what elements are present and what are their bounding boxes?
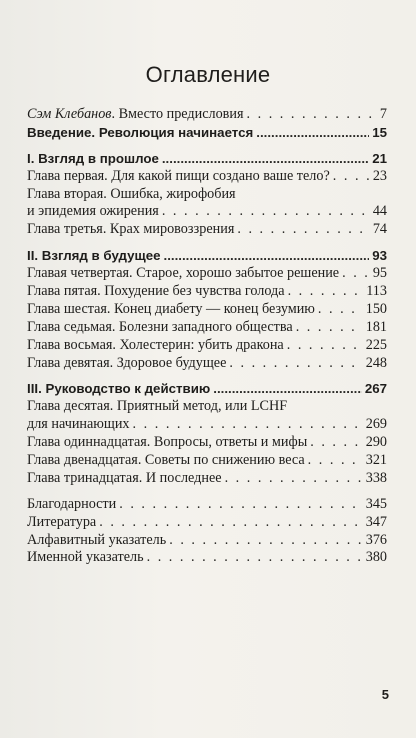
leader-dots [147,549,363,567]
toc-entry-page: 248 [365,354,387,371]
toc-entry-page: 15 [372,124,387,140]
leader-dots [256,124,369,142]
toc-entry-text: Глава седьмая. Болезни западного общества [27,318,293,335]
toc-entry-text: II. Взгляд в будущее [27,248,161,264]
toc-entry-page: 74 [372,221,387,238]
toc-entry-text: Литература [27,513,97,530]
toc-entry-page: 345 [365,495,387,512]
toc-entry-chapter-6 [27,301,387,319]
leader-dots [164,247,370,265]
leader-dots [133,416,363,434]
leader-dots [308,452,363,470]
toc-entry-text: Глава вторая. Ошибка, жирофобия [27,185,236,202]
toc-entry-chapter-3 [27,221,387,239]
toc-entry-chapter-4 [27,265,387,283]
toc-entry-page: 347 [365,513,387,530]
toc-entry-text: . Вместо предисловия [111,106,244,122]
toc-entry-page: 7 [379,106,387,122]
toc-entry-chapter-8 [27,337,387,355]
toc-entry-subject-index [27,532,387,550]
toc-entry-name-index [27,549,387,567]
leader-dots [296,319,363,337]
toc-entry-author: Сэм Клебанов [27,106,112,122]
toc-entry-references [27,514,387,532]
toc-entry-page: 21 [372,150,387,166]
toc-entry-text: Глава восьмая. Холестерин: убить дракона [27,336,284,353]
toc-entry-chapter-13 [27,470,387,488]
toc-entry-text: Алфавитный указатель [27,531,167,548]
leader-dots [162,150,369,168]
toc-entry-page: 113 [366,283,387,300]
toc-entry-text: Благодарности [27,495,117,512]
leader-dots [342,265,370,283]
toc-entry-text: Главая четвертая. Старое, хорошо забытое решение [27,265,340,282]
toc-entry-chapter-2-line-1 [27,186,387,204]
leader-dots [162,203,370,221]
leader-dots [247,106,377,124]
toc-entry-page: 44 [372,203,387,220]
leader-dots [333,168,370,186]
leader-dots [288,283,364,301]
leader-dots [310,434,362,452]
toc-entry-text: Глава шестая. Конец диабету — конец безумию [27,300,315,317]
toc-entry-acknowledgements [27,496,387,514]
toc-entry-chapter-7 [27,319,387,337]
toc-entry-text: Глава девятая. Здоровое будущее [27,354,227,371]
toc-entry-chapter-10-line-1 [27,398,387,416]
toc-entry-page: 93 [372,248,387,264]
toc-entry-chapter-2-line-2 [27,203,387,221]
toc-entry-page: 269 [365,416,387,433]
toc-entry-page: 376 [365,531,387,548]
toc-entry-chapter-5 [27,283,387,301]
toc-entry-page: 181 [365,318,387,335]
toc-entry-introduction [27,124,387,142]
toc-part-1-heading [27,150,387,168]
page-title: Оглавление [145,62,271,87]
leader-dots [225,470,363,488]
toc-entry-page: 150 [365,300,387,317]
toc-entry-page: 321 [365,452,387,469]
toc-entry-text: Глава пятая. Похудение без чувства голода [27,283,285,300]
page-number: 5 [381,687,389,702]
leader-dots [213,380,362,398]
toc-entry-chapter-1 [27,168,387,186]
toc-entry-text: для начинающих [27,416,130,433]
toc-entry-page: 95 [372,265,387,282]
toc-entry-text: Именной указатель [27,549,144,566]
toc-entry-chapter-12 [27,452,387,470]
toc-entry-chapter-9 [27,355,387,373]
toc-entry-foreword [27,106,387,124]
leader-dots [318,301,363,319]
toc-entry-page: 225 [365,336,387,353]
toc-entry-text: Глава третья. Крах мировоззрения [27,221,235,238]
leader-dots [287,337,363,355]
leader-dots [99,514,362,532]
toc-entry-chapter-11 [27,434,387,452]
toc-entry-text: Глава первая. Для какой пищи создано ваше тело? [27,167,330,184]
toc-entry-text: Глава двенадцатая. Советы по снижению веса [27,452,305,469]
leader-dots [169,532,362,550]
leader-dots [119,496,362,514]
toc-entry-page: 380 [365,549,387,566]
toc-entry-text: Введение. Революция начинается [27,124,254,140]
toc-entry-text: Глава десятая. Приятный метод, или LCHF [27,398,288,415]
toc-entry-chapter-10-line-2 [27,416,387,434]
toc-part-3-heading [27,380,387,398]
toc-entry-text: Глава одиннадцатая. Вопросы, ответы и мифы [27,434,308,451]
toc-entry-page: 338 [365,469,387,486]
toc-part-2-heading [27,247,387,265]
toc-entry-text: III. Руководство к действию [27,381,211,397]
toc-entry-page: 290 [365,434,387,451]
toc-entry-page: 23 [372,167,387,184]
toc-entry-text: и эпидемия ожирения [27,203,159,220]
table-of-contents [27,106,387,567]
leader-dots [237,221,369,239]
leader-dots [229,355,362,373]
toc-entry-text: Глава тринадцатая. И последнее [27,469,222,486]
toc-entry-page: 267 [364,381,387,397]
toc-entry-text: I. Взгляд в прошлое [27,150,159,166]
